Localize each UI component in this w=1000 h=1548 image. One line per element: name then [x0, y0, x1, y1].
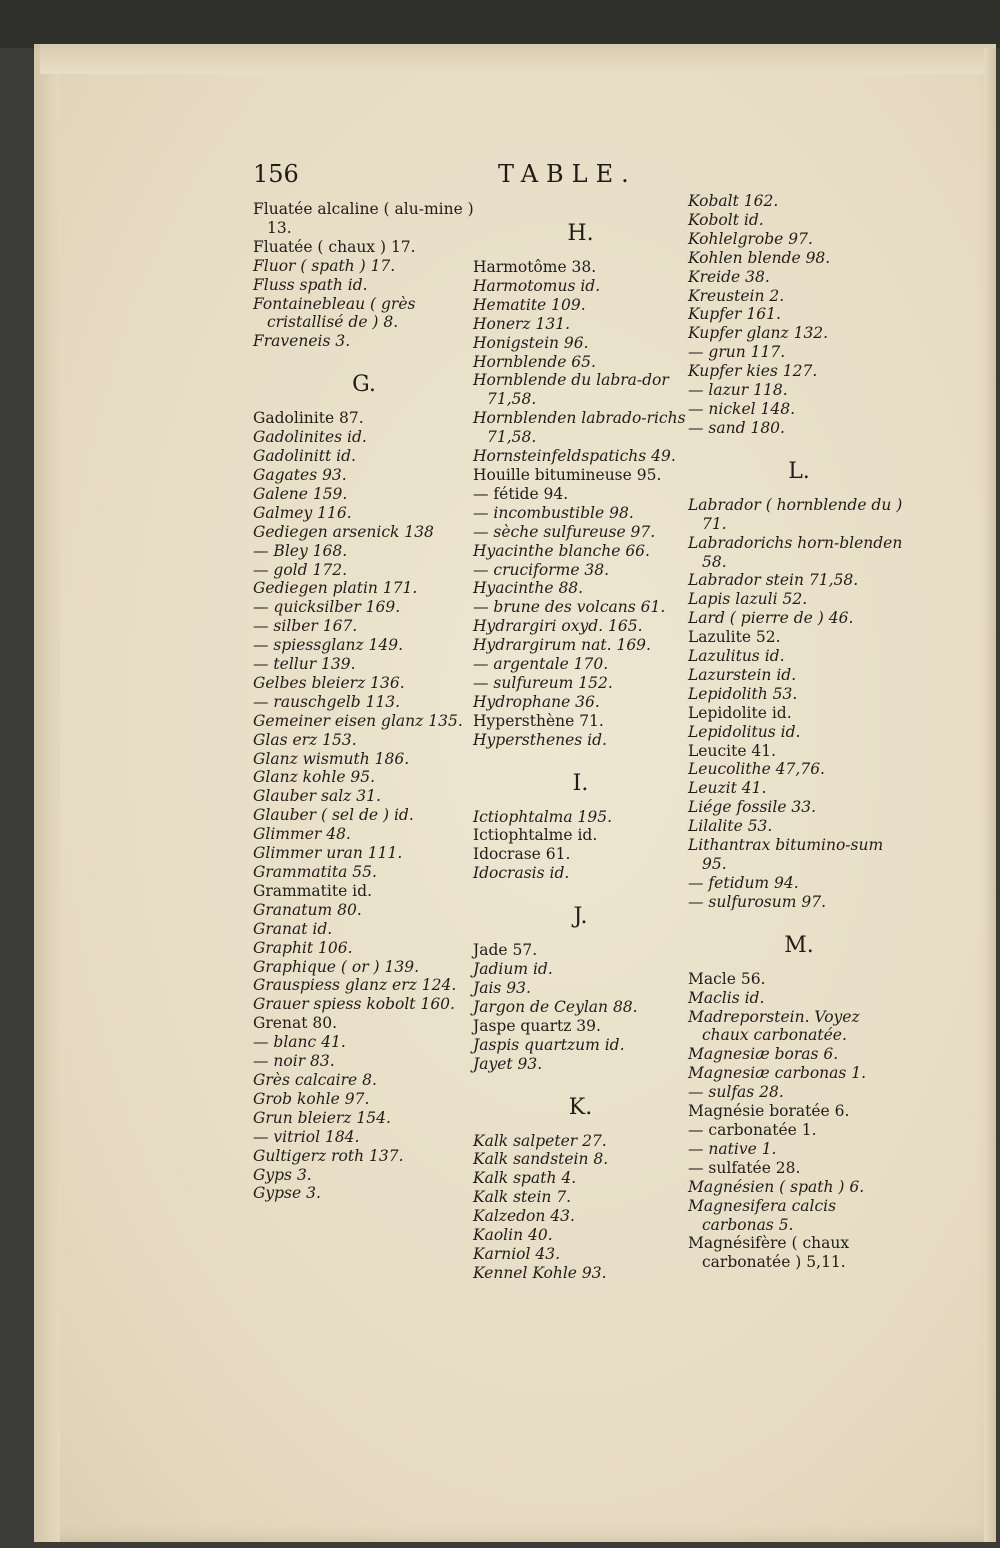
index-column-1 — [253, 200, 475, 1203]
index-entry: Hematite 109. — [473, 295, 586, 314]
index-entry: Glanz kohle 95. — [253, 768, 376, 787]
index-entry: — rauschgelb 113. — [253, 692, 401, 711]
index-entry: — gold 172. — [253, 560, 347, 579]
index-entry: Liége fossile 33. — [688, 798, 817, 817]
index-entry: Kohlelgrobe 97. — [688, 229, 813, 248]
index-entry: Lithantrax bitumino-sum 95. — [688, 836, 884, 873]
index-entry: Glanz wismuth 186. — [253, 749, 410, 768]
index-entry: Kupfer glanz 132. — [688, 324, 829, 343]
index-entry: Jargon de Ceylan 88. — [473, 997, 638, 1016]
index-entry: — vitriol 184. — [253, 1127, 360, 1146]
index-entry: Harmotôme 38. — [473, 258, 597, 276]
index-entry: — brune des volcans 61. — [473, 598, 666, 617]
index-entry: Gemeiner eisen glanz 135. — [253, 711, 463, 730]
index-entry: Kalzedon 43. — [473, 1207, 575, 1226]
index-entry: Harmotomus id. — [473, 276, 601, 295]
section-letter-heading: G. — [352, 372, 376, 398]
index-entry: Grammatite id. — [253, 881, 372, 900]
index-entry: Jade 57. — [473, 941, 538, 960]
section-letter-heading: L. — [788, 458, 810, 484]
index-entry: Jais 93. — [473, 979, 531, 997]
index-entry: Glauber ( sel de ) id. — [253, 806, 414, 825]
index-entry: — sand 180. — [688, 418, 785, 437]
section-letter-heading: K. — [568, 1094, 593, 1120]
index-entry: Gagates 93. — [253, 465, 347, 484]
index-entry: Honerz 131. — [473, 314, 571, 333]
index-entry: Gadolinite 87. — [253, 409, 364, 428]
index-entry: Idocrase 61. — [473, 845, 571, 864]
index-entry: Leucolithe 47,76. — [688, 760, 825, 779]
index-entry: Hornblende 65. — [473, 352, 596, 371]
index-entry: Houille bitumineuse 95. — [473, 465, 662, 484]
index-entry: Fluor ( spath ) 17. — [253, 256, 396, 275]
index-entry: Lepidolitus id. — [688, 722, 801, 741]
index-entry: — quicksilber 169. — [253, 598, 401, 617]
index-entry: Hydrargiri oxyd. 165. — [473, 617, 643, 636]
index-entry: Glauber salz 31. — [253, 787, 381, 806]
index-entry: Glimmer uran 111. — [253, 844, 403, 863]
index-entry: Leucite 41. — [688, 741, 777, 760]
index-entry: — nickel 148. — [688, 399, 796, 418]
index-entry: Fontainebleau ( grès cristallisé de ) 8. — [253, 294, 416, 332]
index-entry: Graphique ( or ) 139. — [253, 957, 420, 976]
index-entry: Fraveneis 3. — [253, 332, 351, 351]
index-entry: Kohlen blende 98. — [688, 248, 831, 267]
index-entry: Kobolt id. — [688, 210, 764, 229]
page-edge-top — [40, 44, 996, 74]
index-entry: Fluatée alcaline ( alu-mine ) 13. — [253, 200, 474, 237]
index-entry: — fetidum 94. — [688, 873, 799, 892]
index-entry: Labradorichs horn-blenden 58. — [688, 533, 903, 571]
index-entry: Gadolinitt id. — [253, 447, 356, 466]
index-entry: Hydrophane 36. — [473, 692, 600, 711]
index-entry: Magnésien ( spath ) 6. — [688, 1177, 865, 1196]
index-entry: Grun bleierz 154. — [253, 1108, 391, 1127]
index-entry: Kreide 38. — [688, 267, 770, 286]
scan-background — [0, 0, 1000, 48]
index-entry: Grauspiess glanz erz 124. — [253, 976, 457, 995]
index-entry: — sulfureum 152. — [473, 673, 613, 692]
index-entry: Kalk salpeter 27. — [473, 1131, 607, 1150]
index-entry: Kupfer kies 127. — [688, 362, 818, 381]
index-entry: — sèche sulfureuse 97. — [473, 522, 656, 541]
index-entry: — Bley 168. — [253, 541, 348, 560]
index-entry: Gyps 3. — [253, 1165, 312, 1184]
index-entry: Gadolinites id. — [253, 428, 367, 447]
index-entry: Kalk sandstein 8. — [473, 1150, 609, 1169]
index-entry: — spiessglanz 149. — [253, 636, 404, 655]
index-entry: — sulfatée 28. — [688, 1158, 801, 1177]
section-letter-heading: J. — [573, 904, 588, 930]
section-letter-heading: M. — [784, 932, 814, 958]
index-entry: Magnesifera calcis carbonas 5. — [688, 1196, 837, 1234]
page-number: 156 — [253, 160, 299, 188]
index-entry: — lazur 118. — [688, 381, 788, 400]
index-entry: Kreustein 2. — [688, 286, 785, 305]
page-edge-left — [34, 52, 60, 1542]
index-entry: — sulfurosum 97. — [688, 892, 826, 911]
index-entry: Lepidolith 53. — [688, 684, 798, 703]
index-entry: Grès calcaire 8. — [253, 1070, 377, 1089]
index-entry: Maclis id. — [688, 988, 765, 1007]
index-entry: — carbonatée 1. — [688, 1120, 817, 1139]
index-entry: Lazulitus id. — [688, 647, 785, 666]
index-entry: — native 1. — [688, 1139, 777, 1158]
page-title: TABLE. — [498, 160, 637, 188]
index-entry: Hypersthène 71. — [473, 711, 604, 730]
index-entry: Grob kohle 97. — [253, 1089, 370, 1108]
index-entry: Idocrasis id. — [473, 864, 570, 883]
index-entry: Kupfer 161. — [688, 305, 781, 324]
index-entry: Honigstein 96. — [473, 333, 589, 352]
index-entry: Grauer spiess kobolt 160. — [253, 995, 455, 1014]
index-entry: Ictiophtalma 195. — [473, 807, 613, 826]
index-entry: — incombustible 98. — [473, 503, 634, 522]
index-entry: Glas erz 153. — [253, 730, 357, 749]
index-entry: Gultigerz roth 137. — [253, 1146, 404, 1165]
index-entry: Grenat 80. — [253, 1014, 337, 1033]
index-entry: — tellur 139. — [253, 655, 356, 674]
index-entry: Magnesiæ boras 6. — [688, 1045, 839, 1064]
index-entry: Lazurstein id. — [688, 665, 797, 684]
index-entry: — sulfas 28. — [688, 1083, 784, 1102]
index-entry: Galmey 116. — [253, 503, 352, 522]
index-entry: Madreporstein. Voyez chaux carbonatée. — [688, 1007, 860, 1045]
index-entry: Kalk spath 4. — [473, 1169, 577, 1188]
index-entry: Fluatée ( chaux ) 17. — [253, 237, 416, 256]
index-entry: — cruciforme 38. — [473, 560, 610, 579]
index-entry: Granatum 80. — [253, 900, 362, 919]
index-entry: Hypersthenes id. — [473, 730, 607, 749]
page-edge-right — [984, 48, 996, 1542]
index-entry: Lilalite 53. — [688, 817, 773, 836]
index-entry: Gediegen arsenick 138 — [253, 522, 434, 541]
index-entry: Lard ( pierre de ) 46. — [688, 609, 854, 628]
index-entry: Kennel Kohle 93. — [473, 1263, 607, 1282]
index-entry: Magnésie boratée 6. — [688, 1102, 850, 1121]
index-entry: Kaolin 40. — [473, 1226, 553, 1245]
index-entry: — argentale 170. — [473, 655, 609, 674]
index-column-3 — [688, 192, 910, 1272]
index-entry: Leuzit 41. — [688, 779, 767, 798]
index-entry: Galene 159. — [253, 484, 348, 503]
index-entry: Jaspis quartzum id. — [473, 1035, 625, 1054]
index-entry: Labrador stein 71,58. — [688, 571, 859, 590]
index-entry: Hornblende du labra-dor 71,58. — [473, 371, 669, 409]
index-entry: Granat id. — [253, 919, 333, 938]
index-entry: — grun 117. — [688, 343, 786, 362]
index-entry: Kobalt 162. — [688, 192, 779, 210]
index-entry: Hornsteinfeldspatichs 49. — [473, 447, 676, 466]
index-entry: — fétide 94. — [473, 484, 569, 503]
index-entry: Gypse 3. — [253, 1184, 321, 1203]
index-entry: Jadium id. — [473, 960, 553, 979]
index-entry: Hornblenden labrado-richs 71,58. — [473, 409, 686, 447]
index-entry: Fluss spath id. — [253, 275, 368, 294]
index-entry: Graphit 106. — [253, 938, 353, 957]
index-entry: Gelbes bleierz 136. — [253, 673, 405, 692]
index-entry: — noir 83. — [253, 1052, 335, 1071]
section-letter-heading: I. — [572, 770, 589, 796]
index-entry: Gediegen platin 171. — [253, 579, 418, 598]
index-entry: Kalk stein 7. — [473, 1188, 572, 1207]
index-entry: Labrador ( hornblende du ) 71. — [688, 495, 903, 533]
index-entry: Grammatita 55. — [253, 863, 377, 881]
index-entry: Ictiophtalme id. — [473, 826, 598, 845]
index-entry: Lapis lazuli 52. — [688, 590, 808, 609]
index-entry: Karniol 43. — [473, 1244, 561, 1263]
index-entry: Lazulite 52. — [688, 628, 781, 647]
index-entry: Macle 56. — [688, 969, 766, 988]
index-entry: Lepidolite id. — [688, 703, 792, 722]
index-entry: Jayet 93. — [473, 1054, 543, 1073]
index-entry: Jaspe quartz 39. — [473, 1016, 601, 1035]
index-entry: Hyacinthe 88. — [473, 579, 584, 598]
index-entry: — blanc 41. — [253, 1033, 346, 1052]
index-column-2 — [473, 200, 688, 1283]
index-entry: Hydrargirum nat. 169. — [473, 636, 651, 655]
index-entry: Magnesiæ carbonas 1. — [688, 1064, 867, 1083]
section-letter-heading: H. — [567, 221, 594, 246]
index-entry: — silber 167. — [253, 617, 358, 636]
index-entry: Glimmer 48. — [253, 825, 351, 844]
index-entry: Hyacinthe blanche 66. — [473, 541, 650, 560]
index-entry: Magnésifère ( chaux carbonatée ) 5,11. — [688, 1234, 850, 1272]
